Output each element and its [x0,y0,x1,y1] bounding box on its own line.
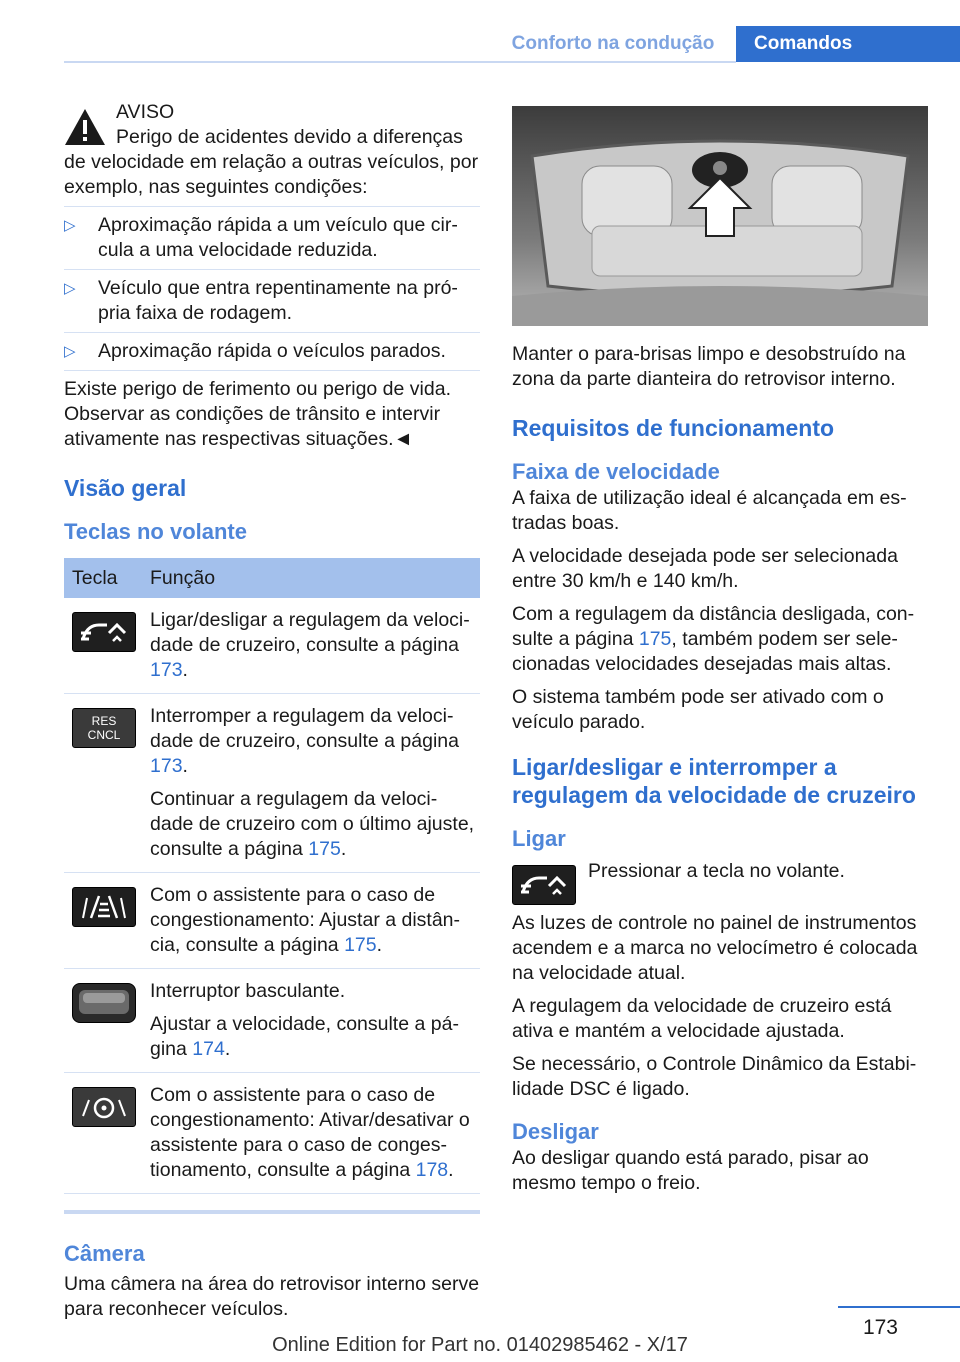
off-heading: Desligar [512,1119,599,1144]
warning-box [64,100,480,200]
svg-text:RES: RES [91,714,117,728]
requirements-heading: Requisitos de funcionamento [512,415,835,441]
camera-text: Uma câmera na área do retrovisor interno serve para reconhecer veículos. [64,1273,480,1320]
speed-range-p2: A velocidade desejada pode ser selecionada entre 30 km/h e 140 km/h. [512,545,898,592]
key-description: Com o assistente para o caso de congestionamento: Ajustar a distân-cia, consulte a página 175. [150,884,461,956]
header-section-title: Conforto na condução [511,33,715,54]
page-reference-link[interactable]: 175 [308,838,341,860]
on-p1: As luzes de controle no painel de instrumentos acendem e a marca no velocímetro é colocada na velocidade atual. [512,912,918,984]
traffic-jam-assist-icon [72,1087,136,1127]
warning-triangle-icon [64,108,106,146]
warning-intro: Perigo de acidentes devido a diferenças de velocidade em relação a outras veículos, por exemplo, nas seguintes condições: [64,126,479,198]
page-reference-link[interactable]: 174 [192,1038,225,1060]
page-reference-link[interactable]: 173 [150,755,183,777]
on-p3: Se necessário, o Controle Dinâmico da Estabi-lidade DSC é ligado. [512,1053,917,1100]
header-rule [64,61,736,63]
edition-footer: Online Edition for Part no. 01402985462 - X/17 [272,1334,688,1356]
key-description: Interruptor basculante. [150,980,346,1002]
speed-range-p4: O sistema também pode ser ativado com o veículo parado. [512,686,884,733]
warning-title: AVISO [116,101,175,123]
page-reference-link[interactable]: 175 [344,934,377,956]
speed-range-p1: A faixa de utilização ideal é alcançada em es-tradas boas. [512,487,907,534]
warning-closing: Existe perigo de ferimento ou perigo de vida. Observar as condições de trânsito e intervir ativamente nas respectivas situações.◄ [64,378,451,450]
keys-table [64,558,480,1194]
off-p1: Ao desligar quando está parado, pisar ao mesmo tempo o freio. [512,1147,869,1194]
list-item: ▷ Veículo que entra repentinamente na pró-pria faixa de rodagem. [64,270,480,333]
overview-heading: Visão geral [64,475,187,501]
speed-range-heading: Faixa de velocidade [512,459,720,484]
svg-text:CNCL: CNCL [87,728,121,742]
table-end-rule [64,1210,480,1214]
warning-conditions-list [64,206,480,371]
page-reference-link[interactable]: 178 [415,1159,449,1181]
on-p2: A regulagem da velocidade de cruzeiro está ativa e mantém a velocidade ajustada. [512,995,892,1042]
page-reference-link[interactable]: 175 [638,628,672,650]
distance-icon [72,887,136,927]
windshield-camera-photo [512,106,928,326]
left-column [64,100,480,1330]
header-chapter-tab: Comandos [736,26,960,62]
camera-photo-caption: Manter o para-brisas limpo e desobstruído na zona da parte dianteira do retrovisor interno. [512,343,906,390]
right-column [512,106,928,1204]
table-row [64,969,480,1073]
speed-range-p3: Com a regulagem da distância desligada, con-sulte a página 175, também podem ser sele-cionadas velocidades desejadas mais altas. [512,603,915,675]
table-row [64,873,480,969]
key-description: Continuar a regulagem da veloci-dade de cruzeiro com o último ajuste, consulte a página 175. [150,788,475,860]
table-row [64,598,480,694]
table-row [64,694,480,873]
table-header-key: Tecla [64,558,142,598]
on-key-text: Pressionar a tecla no volante. [588,860,845,882]
camera-heading: Câmera [64,1241,145,1266]
page-reference-link[interactable]: 173 [150,659,183,681]
res-cncl-icon [72,708,136,748]
cruise-control-icon [72,612,136,652]
page-number: 173 [862,1316,898,1339]
list-item: ▷ Aproximação rápida a um veículo que cir-cula a uma velocidade reduzida. [64,207,480,270]
key-description: Interromper a regulagem da veloci-dade de cruzeiro, consulte a página 173. [150,705,459,777]
key-description: Ajustar a velocidade, consulte a pá-gina 174. [150,1013,459,1060]
rocker-switch-icon [72,983,136,1023]
cruise-control-icon [512,865,576,905]
onoff-heading: Ligar/desligar e interromper a regulagem da velocidade de cruzeiro [512,754,916,808]
on-key-instruction [512,857,928,901]
table-row [64,1073,480,1194]
list-item: ▷ Aproximação rápida o veículos parados. [64,333,480,371]
on-heading: Ligar [512,826,566,851]
table-header-function: Função [142,558,480,598]
footer-rule [838,1306,960,1308]
keys-subheading: Teclas no volante [64,519,247,544]
key-description: Com o assistente para o caso de congestionamento: Ativar/desativar o assistente para o caso de conges-tionamento, consulte a página 178. [150,1084,470,1181]
key-description: Ligar/desligar a regulagem da veloci-dade de cruzeiro, consulte a página 173. [150,609,470,681]
